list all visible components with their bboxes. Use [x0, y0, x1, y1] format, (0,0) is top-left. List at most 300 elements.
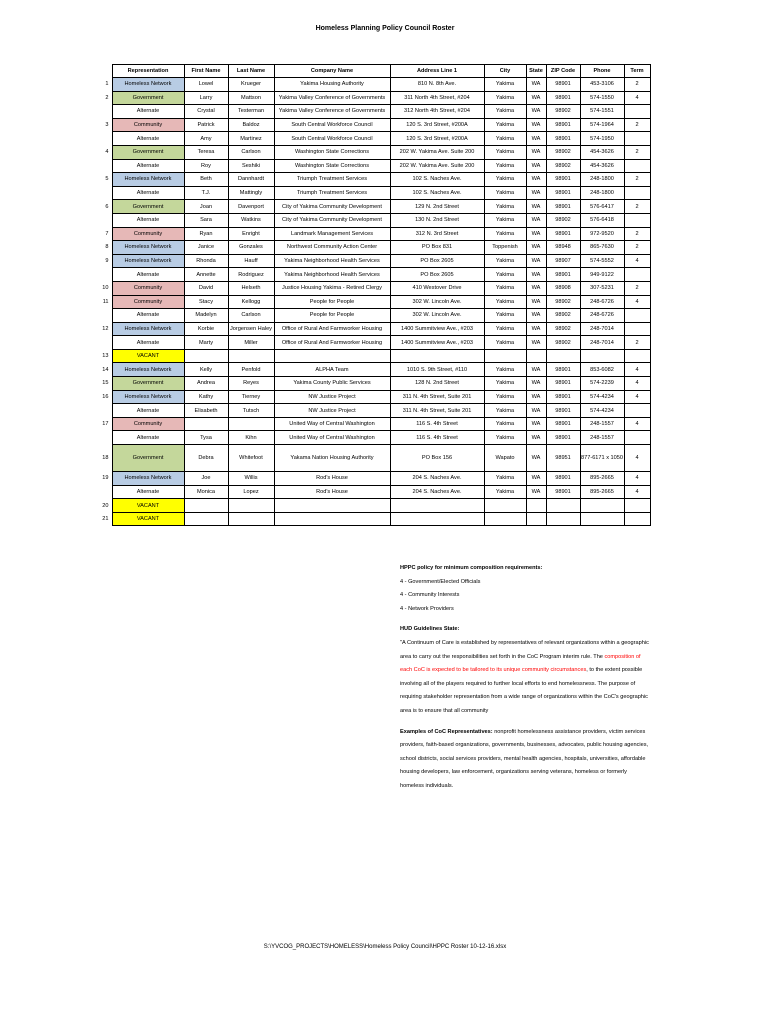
state-cell: WA: [526, 281, 546, 295]
row-number: [86, 431, 112, 445]
table-row: [86, 159, 650, 173]
hud-guidelines-text: [400, 637, 650, 719]
representation-cell: Alternate: [112, 105, 184, 119]
address-cell: 1400 Summitview Ave., #203: [390, 336, 484, 350]
last-name-cell: Willis: [228, 472, 274, 486]
table-row: [86, 417, 650, 431]
phone-cell: 454-3626: [580, 159, 624, 173]
column-header: ZIP Code: [546, 65, 580, 78]
zip-cell: 98901: [546, 417, 580, 431]
phone-cell: 248-1557: [580, 431, 624, 445]
zip-cell: 98902: [546, 159, 580, 173]
phone-cell: 248-1800: [580, 186, 624, 200]
row-number: 6: [105, 203, 109, 210]
address-cell: PO Box 2605: [390, 268, 484, 282]
term-cell: [624, 349, 650, 363]
address-cell: 102 S. Naches Ave.: [390, 173, 484, 187]
address-cell: 116 S. 4th Street: [390, 431, 484, 445]
term-cell: 2: [624, 227, 650, 241]
row-number: [86, 186, 112, 200]
term-cell: [624, 213, 650, 227]
state-cell: WA: [526, 390, 546, 404]
first-name-cell: Amy: [184, 132, 228, 146]
state-cell: WA: [526, 309, 546, 323]
phone-cell: 574-5552: [580, 254, 624, 268]
column-header: Company Name: [274, 65, 390, 78]
representation-cell: Community: [112, 227, 184, 241]
company-cell: South Central Workforce Council: [274, 118, 390, 132]
state-cell: WA: [526, 363, 546, 377]
row-number: [86, 105, 112, 119]
company-cell: NW Justice Project: [274, 390, 390, 404]
last-name-cell: Whitefoot: [228, 445, 274, 472]
first-name-cell: [184, 499, 228, 513]
first-name-cell: Annette: [184, 268, 228, 282]
row-number: 19: [102, 475, 109, 482]
first-name-cell: [184, 349, 228, 363]
representation-cell: Government: [112, 91, 184, 105]
hud-text: "A Continuum of Care is established by representatives of relevant organizations within a geographic area to carry out the responsibilities set forth in the CoC Program interim rule. The: [400, 639, 649, 660]
address-cell: PO Box 831: [390, 241, 484, 255]
address-cell: 810 N. 8th Ave.: [390, 78, 484, 92]
last-name-cell: [228, 349, 274, 363]
city-cell: Yakima: [484, 472, 526, 486]
company-cell: NW Justice Project: [274, 404, 390, 418]
zip-cell: 98948: [546, 241, 580, 255]
phone-cell: 574-4234: [580, 390, 624, 404]
company-cell: Triumph Treatment Services: [274, 173, 390, 187]
term-cell: 2: [624, 336, 650, 350]
hud-text: , to the extent possible involving all of the players required to further local efforts to end homelessness. The purpose of requiring stakeholder representation from a wide range of organizations within the CoC's geographic area is to ensure that all community: [400, 667, 648, 714]
table-row: [86, 105, 650, 119]
table-row: [86, 295, 650, 309]
representation-cell: Alternate: [112, 132, 184, 146]
phone-cell: [580, 499, 624, 513]
first-name-cell: Andrea: [184, 377, 228, 391]
address-cell: 204 S. Naches Ave.: [390, 472, 484, 486]
company-cell: Landmark Management Services: [274, 227, 390, 241]
address-cell: 129 N. 2nd Street: [390, 200, 484, 214]
term-cell: 2: [624, 281, 650, 295]
company-cell: Yakima Housing Authority: [274, 78, 390, 92]
state-cell: WA: [526, 336, 546, 350]
representation-cell: Alternate: [112, 431, 184, 445]
term-cell: 2: [624, 173, 650, 187]
term-cell: [624, 309, 650, 323]
first-name-cell: Roy: [184, 159, 228, 173]
address-cell: 120 S. 3rd Street, #200A: [390, 132, 484, 146]
company-cell: South Central Workforce Council: [274, 132, 390, 146]
term-cell: 2: [624, 145, 650, 159]
table-row: [86, 363, 650, 377]
column-header: Representation: [112, 65, 184, 78]
zip-cell: 98901: [546, 472, 580, 486]
row-number: 14: [102, 366, 109, 373]
table-row: [86, 200, 650, 214]
company-cell: [274, 349, 390, 363]
row-number: [86, 404, 112, 418]
first-name-cell: Lowel: [184, 78, 228, 92]
phone-cell: 576-6418: [580, 213, 624, 227]
representation-cell: VACANT: [112, 499, 184, 513]
examples-heading: Examples of CoC Representatives:: [400, 728, 493, 735]
company-cell: Rod's House: [274, 472, 390, 486]
term-cell: [624, 512, 650, 526]
term-cell: [624, 499, 650, 513]
first-name-cell: Monica: [184, 485, 228, 499]
city-cell: Yakima: [484, 336, 526, 350]
last-name-cell: [228, 417, 274, 431]
row-number: [86, 268, 112, 282]
term-cell: [624, 268, 650, 282]
phone-cell: 895-2665: [580, 485, 624, 499]
column-header: Term: [624, 65, 650, 78]
term-cell: 4: [624, 485, 650, 499]
phone-cell: [580, 512, 624, 526]
city-cell: [484, 499, 526, 513]
table-row: [86, 309, 650, 323]
table-row: [86, 404, 650, 418]
table-row: [86, 118, 650, 132]
table-row: [86, 322, 650, 336]
company-cell: City of Yakima Community Development: [274, 213, 390, 227]
row-number: 17: [102, 421, 109, 428]
row-number: [86, 485, 112, 499]
last-name-cell: Tutsch: [228, 404, 274, 418]
zip-cell: 98902: [546, 213, 580, 227]
last-name-cell: Testerman: [228, 105, 274, 119]
company-cell: Washington State Corrections: [274, 159, 390, 173]
last-name-cell: Dannhardt: [228, 173, 274, 187]
table-row: [86, 173, 650, 187]
row-number: 16: [102, 393, 109, 400]
row-number: 21: [102, 516, 109, 523]
city-cell: Yakima: [484, 417, 526, 431]
examples-text: nonprofit homelessness assistance providers, victim services providers, faith-based organizations, governments, businesses, advocates, public housing agencies, school districts, social services providers, mental health agencies, hospitals, universities, affordable housing developers, law enforcement, organizations serving veterans, homeless or formerly homeless individuals.: [400, 728, 649, 789]
address-cell: PO Box 156: [390, 445, 484, 472]
table-row: [86, 132, 650, 146]
representation-cell: Alternate: [112, 186, 184, 200]
last-name-cell: Krueger: [228, 78, 274, 92]
first-name-cell: Joan: [184, 200, 228, 214]
table-row: [86, 377, 650, 391]
city-cell: Yakima: [484, 254, 526, 268]
table-row: [86, 268, 650, 282]
last-name-cell: Gonzales: [228, 241, 274, 255]
column-header: City: [484, 65, 526, 78]
row-number: 13: [102, 353, 109, 360]
row-number: 20: [102, 502, 109, 509]
representation-cell: Homeless Network: [112, 363, 184, 377]
state-cell: WA: [526, 132, 546, 146]
last-name-cell: Baldoz: [228, 118, 274, 132]
notes-section: [400, 562, 650, 794]
term-cell: 2: [624, 118, 650, 132]
address-cell: 311 N. 4th Street, Suite 201: [390, 404, 484, 418]
representation-cell: Alternate: [112, 159, 184, 173]
company-cell: Yakama Nation Housing Authority: [274, 445, 390, 472]
policy-item: 4 - Community Interests: [400, 592, 460, 599]
state-cell: WA: [526, 404, 546, 418]
address-cell: 1400 Summitview Ave., #203: [390, 322, 484, 336]
zip-cell: 98902: [546, 309, 580, 323]
representation-cell: Government: [112, 377, 184, 391]
representation-cell: Government: [112, 445, 184, 472]
city-cell: Yakima: [484, 78, 526, 92]
state-cell: WA: [526, 227, 546, 241]
zip-cell: 98901: [546, 200, 580, 214]
zip-cell: 98901: [546, 186, 580, 200]
city-cell: Toppenish: [484, 241, 526, 255]
company-cell: Yakima Valley Conference of Governments: [274, 91, 390, 105]
phone-cell: 853-6082: [580, 363, 624, 377]
first-name-cell: Janice: [184, 241, 228, 255]
address-cell: 410 Westover Drive: [390, 281, 484, 295]
representation-cell: Alternate: [112, 268, 184, 282]
term-cell: 4: [624, 91, 650, 105]
state-cell: WA: [526, 241, 546, 255]
phone-cell: 453-3106: [580, 78, 624, 92]
phone-cell: 574-1551: [580, 105, 624, 119]
row-number: 18: [102, 455, 109, 462]
state-cell: WA: [526, 173, 546, 187]
term-cell: 4: [624, 417, 650, 431]
phone-cell: 949-9122: [580, 268, 624, 282]
last-name-cell: Miller: [228, 336, 274, 350]
last-name-cell: Mattson: [228, 91, 274, 105]
company-cell: Yakima Neighborhood Health Services: [274, 254, 390, 268]
row-number: 2: [105, 94, 109, 101]
table-row: [86, 349, 650, 363]
table-row: [86, 445, 650, 472]
page-title: Homeless Planning Policy Council Roster: [315, 25, 455, 32]
city-cell: Yakima: [484, 295, 526, 309]
zip-cell: 98951: [546, 445, 580, 472]
term-cell: 4: [624, 390, 650, 404]
state-cell: WA: [526, 268, 546, 282]
address-cell: 312 North 4th Street, #204: [390, 105, 484, 119]
address-cell: 128 N. 2nd Street: [390, 377, 484, 391]
term-cell: 4: [624, 295, 650, 309]
file-path-footer: S:\YVCOG_PROJECTS\HOMELESS\Homeless Policy Council\HPPC Roster 10-12-16.xlsx: [263, 944, 507, 950]
city-cell: Yakima: [484, 227, 526, 241]
term-cell: 2: [624, 78, 650, 92]
state-cell: WA: [526, 431, 546, 445]
term-cell: [624, 322, 650, 336]
last-name-cell: Tierney: [228, 390, 274, 404]
state-cell: WA: [526, 91, 546, 105]
company-cell: Yakima County Public Services: [274, 377, 390, 391]
representation-cell: Homeless Network: [112, 472, 184, 486]
company-cell: City of Yakima Community Development: [274, 200, 390, 214]
state-cell: [526, 512, 546, 526]
phone-cell: 454-3626: [580, 145, 624, 159]
city-cell: Yakima: [484, 213, 526, 227]
term-cell: [624, 404, 650, 418]
table-row: [86, 78, 650, 92]
row-number: 5: [105, 176, 109, 183]
company-cell: [274, 512, 390, 526]
zip-cell: 98901: [546, 390, 580, 404]
first-name-cell: David: [184, 281, 228, 295]
phone-cell: 248-7014: [580, 336, 624, 350]
row-number: 7: [105, 230, 109, 237]
address-cell: 302 W. Lincoln Ave.: [390, 309, 484, 323]
zip-cell: 98907: [546, 254, 580, 268]
row-number: 11: [102, 298, 109, 305]
zip-cell: 98901: [546, 268, 580, 282]
company-cell: Triumph Treatment Services: [274, 186, 390, 200]
city-cell: Yakima: [484, 132, 526, 146]
row-number-header: [86, 65, 112, 78]
phone-cell: [580, 349, 624, 363]
last-name-cell: Mattingly: [228, 186, 274, 200]
address-cell: 102 S. Naches Ave.: [390, 186, 484, 200]
representation-cell: Government: [112, 145, 184, 159]
first-name-cell: Patrick: [184, 118, 228, 132]
zip-cell: 98908: [546, 281, 580, 295]
address-cell: 1010 S. 9th Street, #110: [390, 363, 484, 377]
state-cell: [526, 349, 546, 363]
zip-cell: 98901: [546, 91, 580, 105]
phone-cell: 248-6726: [580, 309, 624, 323]
zip-cell: 98901: [546, 377, 580, 391]
city-cell: Yakima: [484, 145, 526, 159]
term-cell: [624, 105, 650, 119]
table-row: [86, 213, 650, 227]
city-cell: Yakima: [484, 173, 526, 187]
policy-heading: HPPC policy for minimum composition requirements:: [400, 565, 543, 571]
zip-cell: 98901: [546, 118, 580, 132]
term-cell: 4: [624, 472, 650, 486]
city-cell: Yakima: [484, 322, 526, 336]
city-cell: Yakima: [484, 118, 526, 132]
table-row: [86, 91, 650, 105]
state-cell: WA: [526, 145, 546, 159]
representation-cell: Community: [112, 295, 184, 309]
first-name-cell: Rhonda: [184, 254, 228, 268]
table-row: [86, 499, 650, 513]
column-header: First Name: [184, 65, 228, 78]
first-name-cell: Elisabeth: [184, 404, 228, 418]
row-number: 15: [102, 380, 109, 387]
zip-cell: [546, 349, 580, 363]
first-name-cell: Sara: [184, 213, 228, 227]
table-row: [86, 512, 650, 526]
term-cell: 4: [624, 254, 650, 268]
first-name-cell: Marty: [184, 336, 228, 350]
term-cell: [624, 159, 650, 173]
last-name-cell: Jorgensen Haley: [228, 322, 274, 336]
representation-cell: Homeless Network: [112, 78, 184, 92]
state-cell: WA: [526, 417, 546, 431]
policy-item: 4 - Government/Elected Officials: [400, 578, 481, 585]
last-name-cell: Hauff: [228, 254, 274, 268]
first-name-cell: Kathy: [184, 390, 228, 404]
address-cell: 311 N. 4th Street, Suite 201: [390, 390, 484, 404]
first-name-cell: Madelyn: [184, 309, 228, 323]
city-cell: Yakima: [484, 268, 526, 282]
state-cell: [526, 499, 546, 513]
zip-cell: 98901: [546, 78, 580, 92]
representation-cell: Alternate: [112, 485, 184, 499]
last-name-cell: Kihn: [228, 431, 274, 445]
state-cell: WA: [526, 118, 546, 132]
roster-table: [86, 64, 651, 526]
row-number: 12: [102, 325, 109, 332]
table-row: [86, 431, 650, 445]
city-cell: [484, 349, 526, 363]
row-number: [86, 132, 112, 146]
last-name-cell: Carlson: [228, 309, 274, 323]
city-cell: Yakima: [484, 186, 526, 200]
company-cell: [274, 499, 390, 513]
city-cell: [484, 512, 526, 526]
row-number: 10: [102, 285, 109, 292]
phone-cell: 307-5231: [580, 281, 624, 295]
address-cell: 202 W. Yakima Ave. Suite 200: [390, 159, 484, 173]
representation-cell: VACANT: [112, 512, 184, 526]
column-header: Phone: [580, 65, 624, 78]
representation-cell: Community: [112, 417, 184, 431]
row-number: [86, 309, 112, 323]
column-header: Last Name: [228, 65, 274, 78]
address-cell: 311 North 4th Street, #204: [390, 91, 484, 105]
state-cell: WA: [526, 485, 546, 499]
zip-cell: 98901: [546, 132, 580, 146]
representation-cell: Community: [112, 118, 184, 132]
company-cell: United Way of Central Washington: [274, 431, 390, 445]
roster-body: [86, 78, 650, 526]
column-header: State: [526, 65, 546, 78]
zip-cell: [546, 512, 580, 526]
first-name-cell: Korbie: [184, 322, 228, 336]
term-cell: 2: [624, 200, 650, 214]
address-cell: [390, 512, 484, 526]
address-cell: 204 S. Naches Ave.: [390, 485, 484, 499]
phone-cell: 574-4234: [580, 404, 624, 418]
table-row: [86, 485, 650, 499]
table-row: [86, 186, 650, 200]
representation-cell: Homeless Network: [112, 241, 184, 255]
column-header: Address Line 1: [390, 65, 484, 78]
state-cell: WA: [526, 295, 546, 309]
row-number: 9: [105, 258, 109, 265]
phone-cell: 574-1964: [580, 118, 624, 132]
zip-cell: 98902: [546, 105, 580, 119]
state-cell: WA: [526, 322, 546, 336]
last-name-cell: Carlson: [228, 145, 274, 159]
zip-cell: 98902: [546, 145, 580, 159]
representation-cell: Alternate: [112, 336, 184, 350]
last-name-cell: Watkins: [228, 213, 274, 227]
company-cell: Justice Housing Yakima - Retired Clergy: [274, 281, 390, 295]
city-cell: Yakima: [484, 309, 526, 323]
address-cell: [390, 499, 484, 513]
company-cell: People for People: [274, 309, 390, 323]
city-cell: Wapato: [484, 445, 526, 472]
address-cell: 302 W. Lincoln Ave.: [390, 295, 484, 309]
phone-cell: 972-9520: [580, 227, 624, 241]
first-name-cell: Tysa: [184, 431, 228, 445]
last-name-cell: Reyes: [228, 377, 274, 391]
representation-cell: Alternate: [112, 404, 184, 418]
table-row: [86, 254, 650, 268]
last-name-cell: Penfold: [228, 363, 274, 377]
last-name-cell: Martinez: [228, 132, 274, 146]
state-cell: WA: [526, 159, 546, 173]
city-cell: Yakima: [484, 390, 526, 404]
